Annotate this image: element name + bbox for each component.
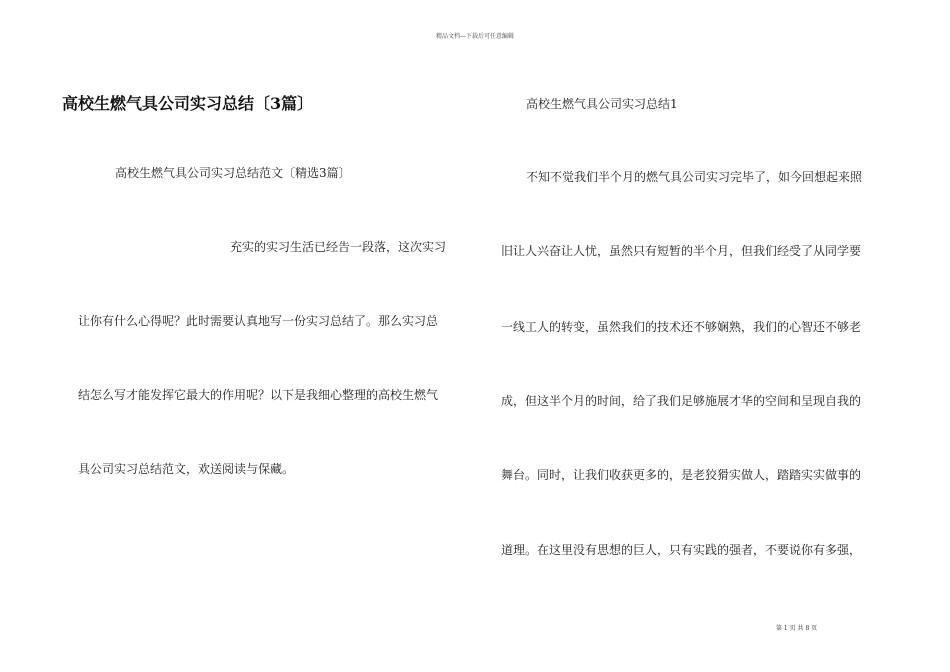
header-note: 精品文档---下载后可任意编辑: [435, 33, 515, 40]
paragraph-line: 充实的实习生活已经告一段落，这次实习: [230, 240, 447, 254]
document-subtitle: 高校生燃气具公司实习总结范文〔精选3篇〕: [115, 166, 351, 180]
paragraph-line: 成，但这半个月的时间，给了我们足够施展才华的空间和呈现自我的: [501, 394, 862, 408]
section-heading: 高校生燃气具公司实习总结1: [526, 97, 678, 111]
paragraph-line: 让你有什么心得呢？此时需要认真地写一份实习总结了。那么实习总: [78, 314, 439, 328]
paragraph-line: 一线工人的转变，虽然我们的技术还不够娴熟，我们的心智还不够老: [501, 320, 862, 334]
page-number: 第 1 页 共 8 页: [776, 625, 818, 632]
paragraph-line: 具公司实习总结范文，欢送阅读与保藏。: [78, 462, 295, 476]
document-title: 高校生燃气具公司实习总结〔3篇〕: [62, 94, 314, 113]
paragraph-line: 结怎么写才能发挥它最大的作用呢？以下是我细心整理的高校生燃气: [78, 388, 439, 402]
paragraph-line: 旧让人兴奋让人忧，虽然只有短暂的半个月，但我们经受了从同学要: [501, 244, 862, 258]
paragraph-line: 道理。在这里没有思想的巨人，只有实践的强者，不要说你有多强，: [501, 543, 862, 557]
paragraph-line: 舞台。同时，让我们收获更多的，是老狡猾实做人，踏踏实实做事的: [501, 468, 862, 482]
paragraph-line: 不知不觉我们半个月的燃气具公司实习完毕了，如今回想起来照: [526, 170, 863, 184]
